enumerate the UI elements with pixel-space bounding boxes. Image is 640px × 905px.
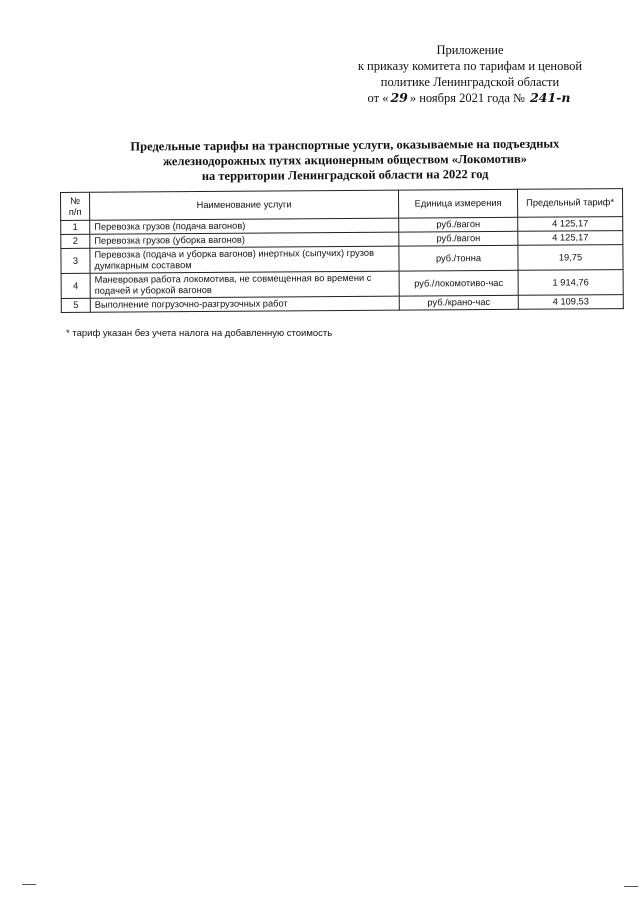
scan-edge-mark — [624, 886, 638, 887]
title-line-3: на территории Ленинградской области на 2022 год — [201, 166, 489, 183]
header-number — [61, 192, 90, 220]
appendix-header — [340, 42, 600, 106]
row-unit: руб./вагон — [399, 231, 518, 246]
footnote: * тариф указан без учета налога на добавленную стоимость — [66, 328, 333, 339]
row-number: 2 — [61, 234, 90, 248]
tariff-table-container — [60, 188, 624, 313]
appendix-date-line — [340, 90, 600, 106]
row-service: Выполнение погрузочно-разгрузочных работ — [90, 296, 399, 312]
row-number: 4 — [61, 273, 90, 298]
tariff-table — [60, 188, 624, 313]
date-middle: » ноября 2021 года № — [409, 91, 525, 105]
row-service: Перевозка (подача и уборка вагонов) инертных (сыпучих) грузов думпкарным составом — [90, 246, 399, 273]
row-tariff: 1 914,76 — [518, 270, 623, 296]
header-service: Наименование услуги — [90, 190, 399, 220]
row-service: Маневровая работа локомотива, не совмещенная во времени с подачей и уборкой вагонов — [90, 271, 399, 298]
table-row — [61, 295, 623, 313]
date-prefix: от « — [367, 91, 389, 105]
handwritten-order-number: 241-п — [530, 90, 571, 105]
row-service: Перевозка грузов (уборка вагонов) — [90, 232, 399, 248]
header-number-abbr: п/п — [68, 206, 82, 217]
row-number: 5 — [61, 298, 90, 312]
row-unit: руб./крано-час — [399, 295, 518, 310]
row-tariff: 4 125,17 — [518, 231, 623, 246]
title-line-1: Предельные тарифы на транспортные услуги, оказываемые на подъездных — [130, 136, 560, 154]
row-tariff: 19,75 — [518, 245, 623, 271]
row-unit: руб./вагон — [399, 217, 518, 232]
row-tariff: 4 125,17 — [518, 217, 623, 232]
title-line-2: железнодорожных путях акционерным обществом «Локомотив» — [162, 151, 528, 169]
header-number-sign: № — [70, 195, 81, 206]
row-service: Перевозка грузов (подача вагонов) — [90, 218, 399, 234]
header-unit: Единица измерения — [398, 189, 517, 218]
row-tariff: 4 109,53 — [518, 295, 623, 310]
handwritten-day: 29 — [390, 90, 408, 105]
row-number: 3 — [61, 248, 90, 273]
appendix-title: Приложение — [436, 43, 504, 57]
row-unit: руб./тонна — [399, 245, 518, 271]
scan-edge-mark — [22, 884, 36, 885]
row-unit: руб./локомотиво-час — [399, 270, 518, 296]
row-number: 1 — [61, 220, 90, 234]
table-header-row — [61, 189, 623, 221]
document-title — [100, 136, 590, 184]
appendix-order-line: к приказу комитета по тарифам и ценовой — [357, 59, 583, 73]
table-row — [61, 270, 623, 299]
appendix-committee-line: политике Ленинградской области — [380, 75, 560, 89]
table-row — [61, 245, 623, 274]
header-tariff: Предельный тариф* — [517, 189, 622, 218]
